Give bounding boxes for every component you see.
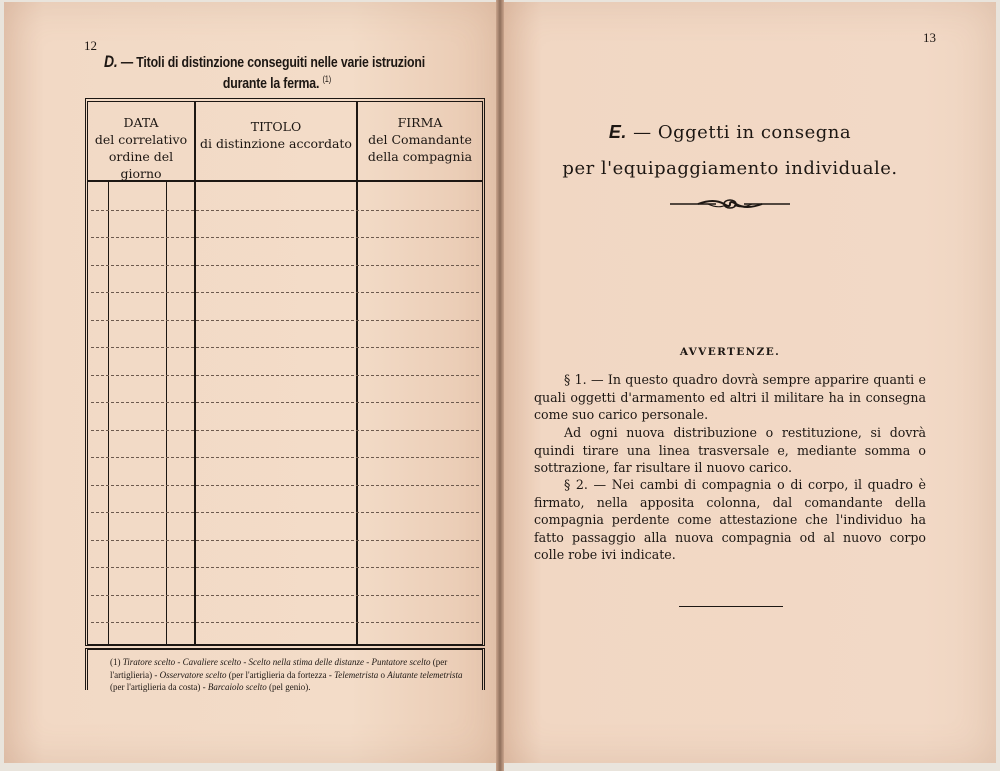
table-row-rule [91, 292, 479, 293]
footnote-text: (pel genio). [268, 682, 311, 692]
table-row-rule [91, 402, 479, 403]
book-gutter [496, 0, 504, 771]
column-header-data [88, 102, 194, 180]
table-body [88, 182, 482, 644]
table-row-rule [91, 485, 479, 486]
signature-line [679, 606, 783, 607]
column-header-line: di distinzione accordato [200, 136, 352, 151]
paragraph: Ad ogni nuova distribuzione o restituzione, si dovrà quindi tirare una linea trasversale e, mediante somma o sottrazione, far risultare il nuovo carico. [534, 425, 926, 476]
footnote-text: Telemetrista [334, 669, 379, 680]
column-header-line: ordine del giorno [108, 149, 174, 181]
page-number-left: 12 [84, 38, 97, 53]
footnote-text: (per l'artiglieria) - [110, 657, 448, 680]
footnote-text: (per l'artiglieria da fortezza - [228, 669, 332, 680]
footnote-text: Osservatore scelto [159, 669, 227, 680]
footnote-text: Tiratore scelto - Cavaliere scelto - Scelto nella stima delle distanze - Puntatore scelto [122, 657, 431, 667]
heading-dash: — [120, 54, 134, 71]
page-number-right: 13 [923, 30, 936, 45]
footnote [85, 648, 485, 690]
paragraph: § 2. — Nei cambi di compagnia o di corpo, il quadro è firmato, nella apposita colonna, dal comandante della compagnia perdente come attestazione che l'individuo ha fatto passaggio alla nuova compagnia od al nuovo corpo colle robe ivi indicate. [534, 477, 926, 563]
table-row-rule [91, 347, 479, 348]
table-row-rule [91, 512, 479, 513]
column-header-titolo [196, 102, 356, 180]
section-letter: D. [104, 52, 118, 71]
table-row-rule [91, 622, 479, 623]
footnote-reference: (1) [322, 74, 332, 84]
distinctions-table [85, 98, 485, 646]
column-header-line: della compagnia [367, 149, 473, 164]
column-header-line: del correlativo [94, 132, 188, 147]
table-row-rule [91, 237, 479, 238]
section-letter: E. [608, 122, 627, 142]
table-row-rule [91, 567, 479, 568]
footnote-text: (per l'artiglieria da costa) - [110, 682, 206, 692]
table-row-rule [91, 540, 479, 541]
footnote-marker: (1) [110, 657, 121, 667]
table-row-rule [91, 320, 479, 321]
section-e-heading [540, 114, 920, 187]
section-d-heading [104, 52, 426, 92]
column-header-firma [358, 102, 482, 180]
heading-line-2: per l'equipaggiamento individuale. [562, 158, 898, 179]
table-row-rule [91, 595, 479, 596]
table-row-rule [91, 430, 479, 431]
heading-line-2: durante la ferma. [222, 75, 320, 92]
footnote-text: o [380, 669, 385, 680]
table-row-rule [91, 375, 479, 376]
column-header-line: FIRMA [397, 115, 443, 130]
column-header-line: del Comandante [368, 132, 472, 147]
heading-line-1: Titoli di distinzione conseguiti nelle varie istruzioni [136, 54, 426, 71]
table-row-rule [91, 457, 479, 458]
paragraph: § 1. — In questo quadro dovrà sempre apparire quanti e quali oggetti d'armamento ed altri il militare ha in consegna come suo carico personale. [534, 372, 926, 423]
footnote-text: Barcaiolo scelto [207, 682, 267, 692]
heading-line-1: Oggetti in consegna [657, 122, 852, 143]
avvertenze-title: AVVERTENZE. [679, 346, 781, 358]
ornament-divider-icon [668, 196, 792, 212]
column-header-line: TITOLO [250, 119, 302, 134]
table-row-rule [91, 210, 479, 211]
table-row-rule [91, 265, 479, 266]
column-header-line: DATA [123, 115, 159, 130]
table-header [88, 102, 482, 182]
footnote-text: Aiutante telemetrista [387, 669, 463, 680]
heading-dash: — [633, 122, 652, 143]
